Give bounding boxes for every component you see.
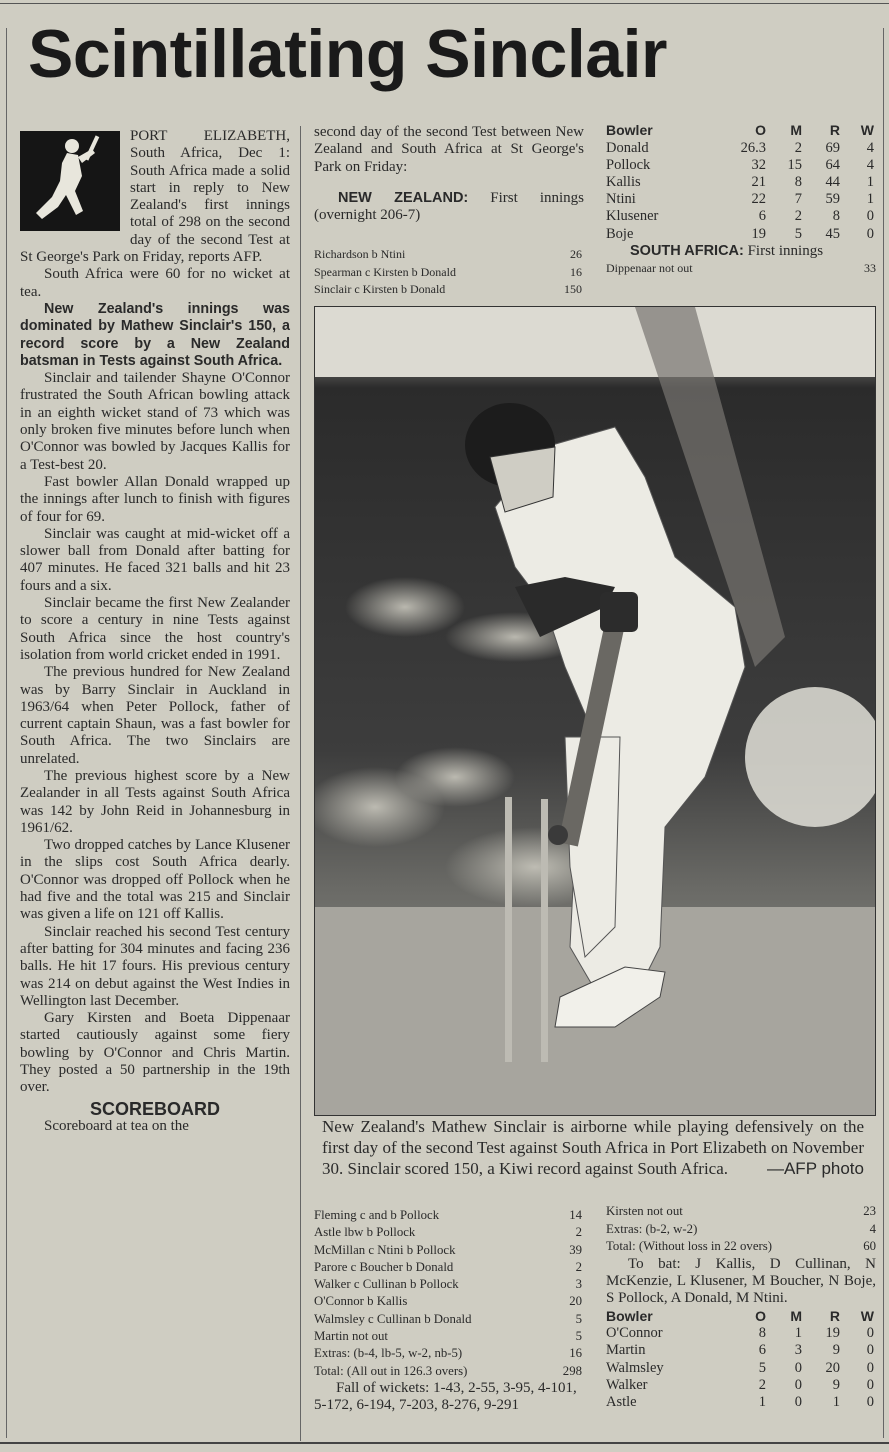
column-rule — [300, 126, 301, 1441]
batting-row — [314, 1242, 582, 1259]
bowling-header — [606, 122, 876, 140]
bowling-cell: 9 — [832, 1376, 840, 1393]
bowling-cell: Boje — [606, 225, 634, 242]
bowling-cell: 1 — [794, 1325, 802, 1342]
body-paragraph: Fast bowler Allan Donald wrapped up the innings after lunch to finish with figures of four for 69. — [20, 473, 290, 525]
to-bat-list: To bat: J Kallis, D Cullinan, N McKenzie, L Klusener, M Boucher, N Boje, S Pollock, A Donald, M Ntini. — [606, 1255, 876, 1307]
bowling-cell: Astle — [606, 1393, 637, 1410]
bowling-cell: 1 — [866, 191, 874, 208]
batsman-runs: 5 — [575, 1311, 582, 1326]
sa-bowling-table — [606, 140, 876, 243]
bowling-cell: 8 — [758, 1325, 766, 1342]
body-paragraph: Sinclair reached his second Test century after batting for 304 minutes and facing 236 balls. He hit 17 fours. His previous century was 214 on debut against the West Indies in Wellington last December. — [20, 923, 290, 1009]
batsman-runs: 20 — [569, 1294, 582, 1309]
bowling-row — [606, 174, 876, 191]
body-paragraph: The previous highest score by a New Zealander in all Tests against South Africa was 142 by John Reid in Johannesburg in 1961/62. — [20, 767, 290, 836]
body-paragraph: Sinclair became the first New Zealander to score a century in nine Tests against South Africa since the host country's isolation from world cricket ended in 1991. — [20, 595, 290, 663]
sa-innings-continued — [606, 1203, 876, 1411]
batsman-runs: 23 — [863, 1204, 876, 1218]
batsman-runs: 150 — [564, 282, 582, 297]
batsman-name: Parore c Boucher b Donald — [314, 1259, 454, 1274]
bowling-cell: 20 — [825, 1359, 840, 1376]
bowling-cell: 0 — [866, 225, 874, 242]
batsman-name: Sinclair c Kirsten b Donald — [314, 282, 446, 297]
batsman-name: Spearman c Kirsten b Donald — [314, 264, 456, 279]
dateline-paragraph: PORT ELIZABETH, South Africa, Dec 1: South Africa made a solid start in reply to New Zealand's first innings total of 298 on the second day of the second Test at St George's Park on Friday, reports AFP. — [20, 128, 290, 266]
article-column-1 — [20, 128, 290, 1135]
bowling-cell: 8 — [794, 173, 802, 190]
column-rule — [6, 28, 7, 1438]
bowling-cell: 32 — [751, 156, 766, 173]
bowling-cell: 19 — [825, 1325, 840, 1342]
batting-row — [314, 1224, 582, 1241]
bowling-cell: 0 — [866, 1342, 874, 1359]
top-rule — [0, 3, 889, 4]
batsman-name: Fleming c and b Pollock — [314, 1208, 440, 1222]
sa-batting-top — [606, 260, 876, 278]
body-paragraph: The previous hundred for New Zealand was by Barry Sinclair in Auckland in 1963/64 when Peter Pollock, father of current captain Shaun, was a fast bowler for South Africa. The two Sinclairs are unrelated. — [20, 664, 290, 767]
scoreboard-intro-continued — [314, 124, 584, 224]
bowling-row — [606, 140, 876, 157]
bowling-cell: 1 — [758, 1393, 766, 1410]
bowling-row — [606, 226, 876, 243]
bowling-row — [606, 157, 876, 174]
bowling-cell: 21 — [751, 173, 766, 190]
bowling-cell: Martin — [606, 1342, 646, 1359]
bowling-header — [606, 1308, 876, 1326]
column-rule — [883, 28, 884, 1438]
bowling-cell: 69 — [825, 139, 840, 156]
bowling-cell: 26.3 — [740, 139, 766, 156]
body-paragraph: Sinclair was caught at mid-wicket off a slower ball from Donald after batting for 407 minutes. He faced 321 balls and hit 23 fours and a six. — [20, 525, 290, 594]
bowling-cell: 3 — [794, 1342, 802, 1359]
batting-row — [606, 260, 876, 278]
bowling-cell: 0 — [866, 1325, 874, 1342]
scoreboard-intro-text: second day of the second Test between New Zealand and South Africa at St George's Park on Friday: — [314, 124, 584, 175]
bowling-cell: 6 — [758, 1342, 766, 1359]
batsman-name: Martin not out — [314, 1329, 388, 1344]
batsman-runs: 60 — [863, 1239, 876, 1254]
bowling-cell: Donald — [606, 139, 649, 156]
nz-batting-continued — [314, 1207, 582, 1415]
bowling-cell: 0 — [794, 1359, 802, 1376]
body-paragraph: South Africa were 60 for no wicket at tea. — [20, 266, 290, 300]
batting-row — [314, 246, 582, 264]
bowling-cell: 19 — [751, 225, 766, 242]
scoreboard-intro: Scoreboard at tea on the — [44, 1117, 189, 1134]
bowling-row — [606, 208, 876, 225]
bowling-cell: 59 — [825, 191, 840, 208]
nz-heading-detail: First innings (overnight 206-7) — [314, 189, 584, 224]
bowling-row — [606, 191, 876, 208]
bowling-cell: Klusener — [606, 208, 659, 225]
batsman-runs: 5 — [575, 1329, 582, 1344]
photo-credit: —AFP photo — [766, 1159, 864, 1178]
body-paragraph: Gary Kirsten and Boeta Dippenaar started cautiously against some fiery bowling by O'Connor and Chris Martin. They posted a 50 partnership in the 19th over. — [20, 1010, 290, 1096]
bowling-header-cell: Bowler — [606, 122, 653, 138]
bowling-cell: 0 — [794, 1393, 802, 1410]
batting-row — [314, 1311, 582, 1328]
highlight-paragraph: New Zealand's innings was dominated by Mathew Sinclair's 150, a record score by a New Zealand batsman in Tests against South Africa. — [20, 300, 290, 369]
match-photo — [314, 306, 876, 1116]
bowling-header-cell: M — [790, 1307, 802, 1324]
bowling-cell: 2 — [794, 139, 802, 156]
batsman-runs: 16 — [569, 1346, 582, 1361]
batting-row — [606, 1221, 876, 1239]
body-paragraph: Sinclair and tailender Shayne O'Connor frustrated the South African bowling attack in an eighth wicket stand of 73 which was only broken five minutes before lunch when O'Connor was bowled by Jacques Kallis for a Test-best 20. — [20, 370, 290, 473]
batsman-name: Extras: (b-4, lb-5, w-2, nb-5) — [314, 1346, 463, 1361]
batting-row — [314, 1345, 582, 1362]
batsman-runs: 33 — [864, 261, 876, 276]
bowling-row — [606, 1325, 876, 1342]
photo-caption — [322, 1116, 864, 1179]
bowling-header-cell: O — [755, 1307, 766, 1324]
bowling-cell: 2 — [794, 208, 802, 225]
bowling-cell: 9 — [832, 1342, 840, 1359]
bowling-row — [606, 1394, 876, 1411]
bowling-cell: 6 — [758, 208, 766, 225]
batsman-runs: 3 — [575, 1277, 582, 1292]
headline: Scintillating Sinclair — [28, 16, 667, 92]
batsman-runs: 39 — [569, 1242, 582, 1257]
bowling-cell: 4 — [866, 139, 874, 156]
batsman-name: Total: (Without loss in 22 overs) — [606, 1239, 772, 1254]
batting-row — [314, 1259, 582, 1276]
bottom-rule — [0, 1442, 889, 1444]
bowling-cell: 7 — [794, 191, 802, 208]
bowling-header-cell: R — [829, 1307, 840, 1324]
bowling-cell: 0 — [866, 1393, 874, 1410]
batsman-name: Total: (All out in 126.3 overs) — [314, 1363, 468, 1378]
batting-row — [314, 281, 582, 299]
batsman-name: Dippenaar not out — [606, 261, 693, 276]
sa-bowling-section — [606, 122, 876, 278]
bowling-header-cell: R — [829, 122, 840, 138]
batsman-name: Extras: (b-2, w-2) — [606, 1221, 698, 1236]
bowling-row — [606, 1377, 876, 1394]
nz-batting-top — [314, 246, 582, 299]
batting-row — [314, 1276, 582, 1293]
bowling-cell: 8 — [832, 208, 840, 225]
bowling-cell: Walker — [606, 1376, 648, 1393]
bowling-cell: 0 — [866, 1376, 874, 1393]
bowling-row — [606, 1342, 876, 1359]
batsman-name: Walker c Cullinan b Pollock — [314, 1277, 459, 1292]
batting-row — [314, 1363, 582, 1380]
bowling-header-cell: Bowler — [606, 1307, 653, 1324]
batting-row — [314, 264, 582, 282]
batsman-runs: 2 — [575, 1259, 582, 1274]
bowling-header-cell: W — [860, 1307, 874, 1324]
batsman-name: Kirsten not out — [606, 1204, 683, 1218]
batsman-runs: 298 — [562, 1363, 582, 1378]
batsman-name: Walmsley c Cullinan b Donald — [314, 1311, 472, 1326]
bowling-cell: Walmsley — [606, 1359, 664, 1376]
bowling-cell: 5 — [794, 225, 802, 242]
bowling-cell: 0 — [866, 208, 874, 225]
batsman-name: Richardson b Ntini — [314, 247, 406, 261]
bowling-cell: 15 — [787, 156, 802, 173]
sa-innings-heading — [606, 243, 876, 260]
batsman-name: McMillan c Ntini b Pollock — [314, 1242, 456, 1257]
body-paragraph: Two dropped catches by Lance Klusener in the slips cost South Africa dearly. O'Connor was dropped off Pollock when he had five and the total was 215 and Sinclair was given a life on 121 off Kallis. — [20, 837, 290, 923]
batsman-runs: 14 — [569, 1208, 582, 1222]
bowling-cell: 45 — [825, 225, 840, 242]
batting-row — [606, 1203, 876, 1221]
bowling-cell: 64 — [825, 156, 840, 173]
bowling-cell: 4 — [866, 156, 874, 173]
batting-row — [314, 1328, 582, 1345]
nz-innings-heading — [314, 190, 584, 225]
batsman-runs: 4 — [869, 1221, 876, 1236]
bowling-cell: Pollock — [606, 156, 651, 173]
bowling-header-cell: O — [755, 122, 766, 138]
scoreboard-title: SCOREBOARD — [89, 1098, 220, 1119]
bowling-cell: 0 — [794, 1376, 802, 1393]
bowling-cell: 22 — [751, 191, 766, 208]
bowling-cell: 1 — [866, 173, 874, 190]
sa-heading-detail: First innings — [743, 242, 824, 259]
batsman-name: Astle lbw b Pollock — [314, 1225, 416, 1240]
bowling-cell: 2 — [758, 1376, 766, 1393]
caption-text: New Zealand's Mathew Sinclair is airborne while playing defensively on the first day of the second Test against South Africa in Port Elizabeth on November 30. Sinclair scored 150, a Kiwi record against South Africa. — [322, 1117, 864, 1178]
sa-batting-bottom — [606, 1203, 876, 1256]
sa-heading-label: SOUTH AFRICA: — [630, 242, 744, 259]
bowling-row — [606, 1360, 876, 1377]
batsman-runs: 16 — [570, 264, 582, 279]
fall-of-wickets: Fall of wickets: 1-43, 2-55, 3-95, 4-101, 5-172, 6-194, 7-203, 8-276, 9-291 — [314, 1379, 577, 1414]
bowling-cell: Ntini — [606, 191, 636, 208]
bowling-cell: O'Connor — [606, 1325, 663, 1342]
cricket-logo-icon — [20, 131, 120, 231]
batsman-runs: 2 — [575, 1225, 582, 1240]
bowling-cell: 1 — [832, 1393, 840, 1410]
batsman-name: O'Connor b Kallis — [314, 1294, 408, 1309]
batsman-runs: 26 — [570, 247, 582, 261]
batting-row — [314, 1207, 582, 1224]
nz-heading-label: NEW ZEALAND: — [338, 189, 469, 206]
bowling-cell: 44 — [825, 173, 840, 190]
bowling-cell: 0 — [866, 1359, 874, 1376]
bowling-cell: 5 — [758, 1359, 766, 1376]
nz-batting-bottom — [314, 1207, 582, 1380]
batting-row — [314, 1293, 582, 1310]
nz-bowling-table — [606, 1325, 876, 1411]
batting-row — [606, 1238, 876, 1256]
bowling-header-cell: M — [790, 122, 802, 138]
bowling-header-cell: W — [860, 122, 874, 138]
bowling-cell: Kallis — [606, 173, 641, 190]
